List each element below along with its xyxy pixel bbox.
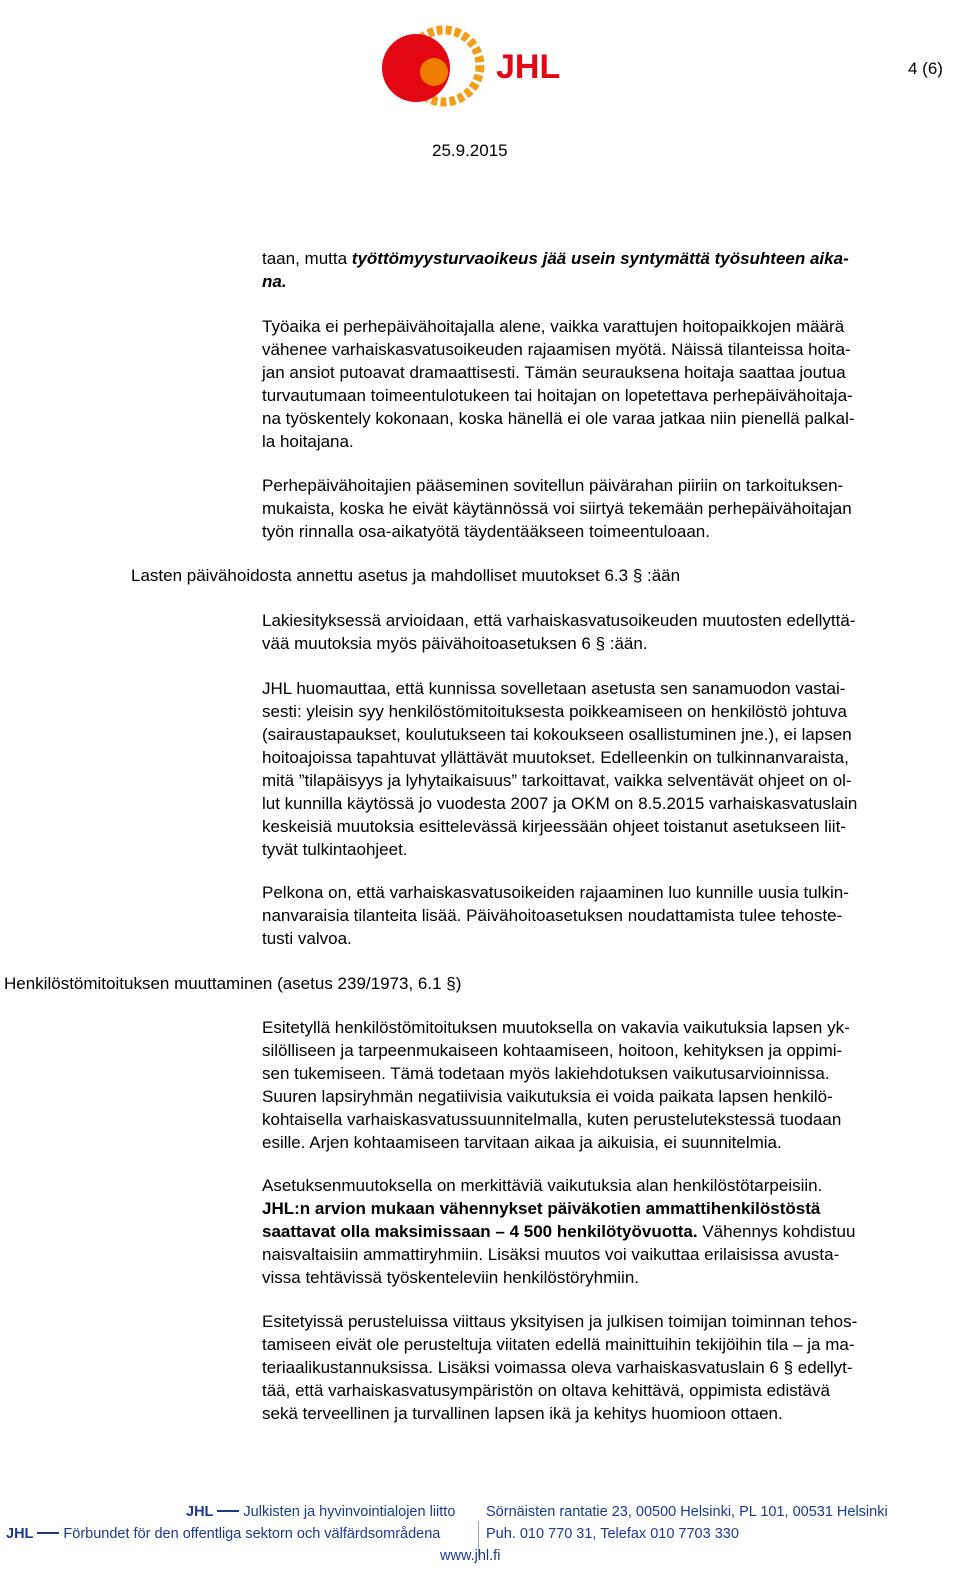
p4-line: Lakiesityksessä arvioidaan, että varhaiskasvatusoikeuden muutosten edellyttä- [262,611,856,630]
footer-dash [217,1510,239,1512]
logo-wordmark: JHL [496,48,561,86]
p2-line: vähenee varhaiskasvatusoikeuden rajaamisen myötä. Näissä tilanteissa hoita- [262,340,851,359]
p4-line: vää muutoksia myös päivähoitoasetuksen 6 § :ään. [262,634,648,653]
p6-line: Pelkona on, että varhaiskasvatusoikeiden rajaaminen luo kunnille uusia tulkin- [262,883,849,902]
p8-emphasis: JHL:n arvion mukaan vähennykset päiväkotien ammattihenkilöstöstä [262,1199,821,1218]
p8-line: Asetuksenmuutoksella on merkittäviä vaikutuksia alan henkilöstötarpeisiin. [262,1176,823,1195]
p2-line: turvautumaan toimeentulotukeen tai hoitajan on lopetettava perhepäivähoitaja- [262,386,853,405]
p9-line: tää, että varhaiskasvatusympäristön on oltava kehittävä, oppimista edistävä [262,1381,830,1400]
p7-line: sen tukemiseen. Tämä todetaan myös lakiehdotuksen vaikutusarvioinnissa. [262,1064,830,1083]
section-heading-1: Lasten päivähoidosta annettu asetus ja mahdolliset muutokset 6.3 § :ään [131,566,681,585]
p6-line: tusti valvoa. [262,929,352,948]
p1-emphasis-end: na. [262,272,287,291]
paragraph-6 [262,881,952,950]
footer-org-fi [186,1502,455,1522]
p7-line: esille. Arjen kohtaamiseen tarvitaan aikaa ja aikuisia, ei suunnitelmia. [262,1133,782,1152]
p5-line: tyvät tulkintaohjeet. [262,840,408,859]
p2-line: la hoitajana. [262,432,354,451]
p3-line: työn rinnalla osa-aikatyötä täydentääkseen toimeentuloaan. [262,522,710,541]
p5-line: (sairaustapaukset, koulutukseen tai kokoukseen osallistuminen jne.), ei lapsen [262,725,852,744]
paragraph-7 [262,1016,952,1154]
p8-line: naisvaltaisiin ammattiryhmiin. Lisäksi muutos voi vaikuttaa erilaisissa avusta- [262,1245,840,1264]
paragraph-2 [262,315,952,453]
p9-line: tamiseen eivät ole perusteltuja viitaten edellä mainittuihin tekijöihin tila – ja ma- [262,1335,855,1354]
footer-phone: Puh. 010 770 31, Telefax 010 7703 330 [486,1526,739,1542]
section-heading-2: Henkilöstömitoituksen muuttaminen (asetus 239/1973, 6.1 §) [4,974,462,993]
paragraph-1 [262,247,952,293]
paragraph-5 [262,677,952,861]
paragraph-8 [262,1174,952,1289]
p5-line: mitä ”tilapäisyys ja lyhytaikaisuus” tarkoittavat, vaikka selventävät ohjeet on ol- [262,771,852,790]
footer-org-sv [6,1524,440,1544]
paragraph-3 [262,474,952,543]
footer-org-name-sv: Förbundet för den offentliga sektorn och välfärdsområdena [63,1526,441,1542]
jhl-logo [374,22,574,117]
footer-dash [37,1532,59,1534]
p5-line: hoitoajoissa tapahtuvat yllättävät muutokset. Edelleenkin on tulkinnanvaraista, [262,748,849,767]
footer-website-link[interactable]: www.jhl.fi [440,1548,501,1564]
p2-line: jan ansiot putoavat dramaattisesti. Tämän seurauksena hoitaja saattaa joutua [262,363,846,382]
p7-line: Esitetyllä henkilöstömitoituksen muutoksella on vakavia vaikutuksia lapsen yk- [262,1018,850,1037]
p6-line: nanvaraisia tilanteita lisää. Päivähoitoasetuksen noudattamista tulee tehoste- [262,906,843,925]
p1-emphasis: työttömyysturvaoikeus jää usein syntymättä työsuhteen aika- [351,249,849,268]
p2-line: na työskentely kokonaan, koska hänellä ei ole varaa jatkaa niin pienellä palkal- [262,409,855,428]
p5-line: lut kunnilla käytössä jo vuodesta 2007 ja OKM on 8.5.2015 varhaiskasvatuslain [262,794,858,813]
p8-emphasis: saattavat olla maksimissaan – 4 500 henkilötyövuotta. [262,1222,698,1241]
paragraph-9 [262,1310,952,1425]
footer-brand: JHL [6,1526,34,1542]
p1-text: taan, mutta [262,249,352,268]
p5-line: keskeisiä muutoksia esittelevässä kirjeessään ohjeet toistanut asetukseen liit- [262,817,846,836]
p3-line: mukaista, koska he eivät käytännössä voi siirtyä tekemään perhepäivähoitajan [262,499,852,518]
p2-line: Työaika ei perhepäivähoitajalla alene, vaikka varattujen hoitopaikkojen määrä [262,317,845,336]
p7-line: silölliseen ja tarpeenmukaiseen kohtaamiseen, hoitoon, kehityksen ja oppimi- [262,1041,843,1060]
p5-line: sesti: yleisin syy henkilöstömitoituksesta poikkeamiseen on henkilöstö johtuva [262,702,847,721]
document-date: 25.9.2015 [432,141,508,160]
page-number: 4 (6) [908,59,943,78]
p8-line: Vähennys kohdistuu [697,1222,856,1241]
p9-line: sekä terveellinen ja turvallinen lapsen ikä ja kehitys huomioon ottaen. [262,1404,783,1423]
footer-address: Sörnäisten rantatie 23, 00500 Helsinki, PL 101, 00531 Helsinki [486,1504,888,1520]
footer-org-name-fi: Julkisten ja hyvinvointialojen liitto [243,1504,456,1520]
p9-line: teriaalikustannuksissa. Lisäksi voimassa oleva varhaiskasvatuslain 6 § edellyt- [262,1358,853,1377]
p3-line: Perhepäivähoitajien pääseminen sovitellun päivärahan piiriin on tarkoituksen- [262,476,844,495]
p7-line: Suuren lapsiryhmän negatiivisia vaikutuksia ei voida paikata lapsen henkilö- [262,1087,833,1106]
p7-line: kohtaisella varhaiskasvatussuunnitelmalla, kuten perustelutekstessä tuodaan [262,1110,842,1129]
p9-line: Esitetyissä perusteluissa viittaus yksityisen ja julkisen toimijan toiminnan tehos- [262,1312,858,1331]
paragraph-4 [262,609,952,655]
p8-line: vissa tehtävissä työskenteleviin henkilöstöryhmiin. [262,1268,640,1287]
footer-brand: JHL [186,1504,214,1520]
p5-line: JHL huomauttaa, että kunnissa sovelletaan asetusta sen sanamuodon vastai- [262,679,846,698]
